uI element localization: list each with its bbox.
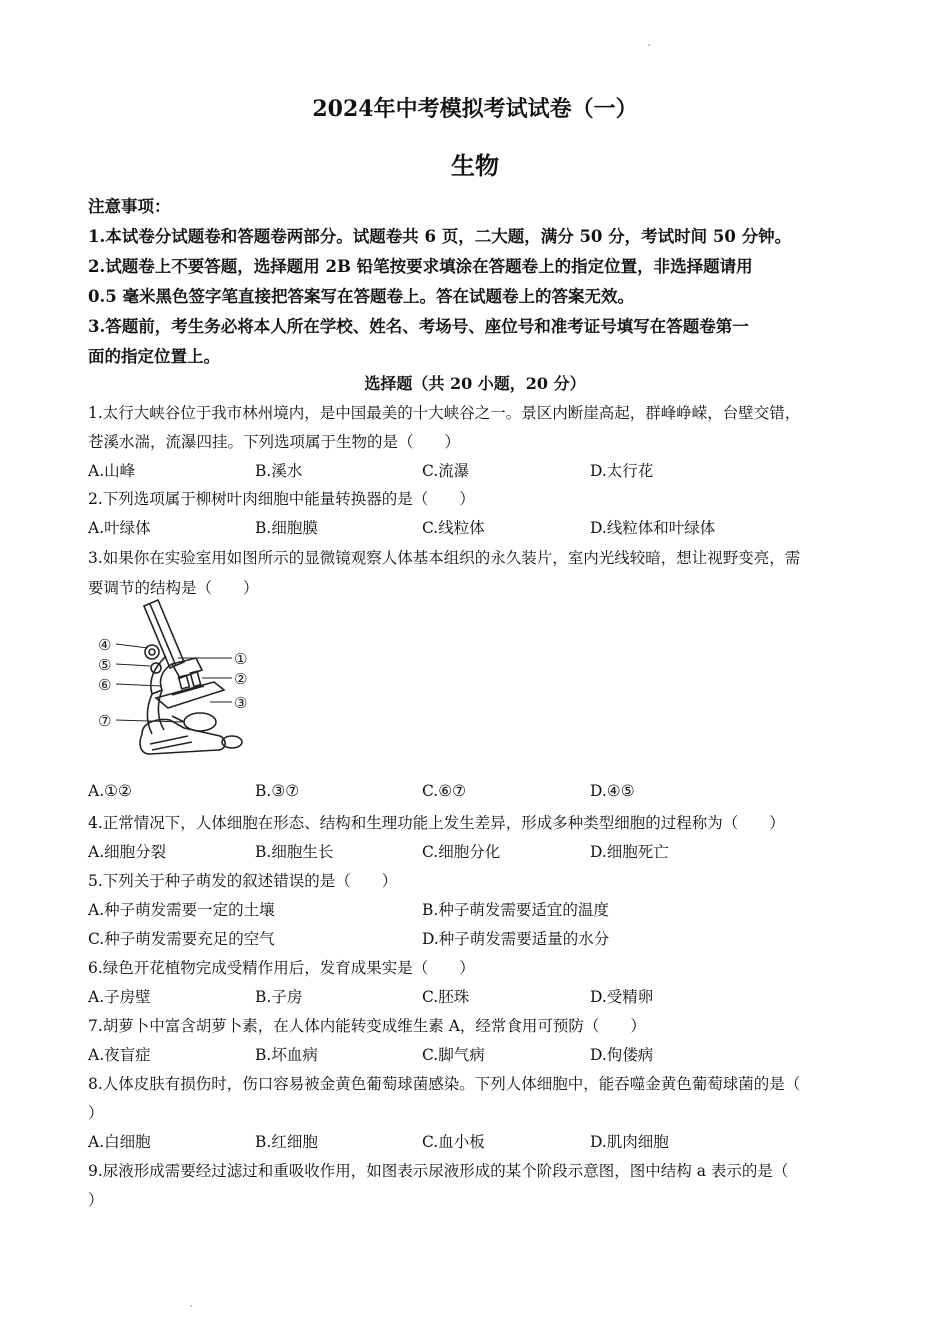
question-5-option-a: A.种子萌发需要一定的土壤 bbox=[88, 901, 275, 919]
question-9-stem: 9.尿液形成需要经过滤过和重吸收作用，如图表示尿液形成的某个阶段示意图，图中结构 a 表示的是（ bbox=[88, 1162, 789, 1180]
question-6-option-a: A.子房壁 bbox=[88, 988, 151, 1006]
question-8-stem: ） bbox=[88, 1104, 104, 1122]
question-5-option-c: C.种子萌发需要充足的空气 bbox=[88, 930, 275, 948]
question-1-option-d: D.太行花 bbox=[590, 462, 654, 480]
question-7-stem: 7.胡萝卜中富含胡萝卜素，在人体内能转变成维生素 A，经常食用可预防（ ） bbox=[88, 1017, 646, 1035]
figure-label-1: ① bbox=[234, 650, 248, 668]
notice-line: 3.答题前，考生务必将本人所在学校、姓名、考场号、座位号和准考证号填写在答题卷第一 bbox=[88, 317, 749, 336]
question-5-option-b: B.种子萌发需要适宜的温度 bbox=[422, 901, 609, 919]
question-6-option-b: B.子房 bbox=[255, 988, 303, 1006]
question-7-option-a: A.夜盲症 bbox=[88, 1046, 151, 1064]
question-3-stem: 要调节的结构是（ ） bbox=[88, 579, 259, 597]
question-8-option-d: D.肌肉细胞 bbox=[590, 1133, 669, 1151]
question-2-option-a: A.叶绿体 bbox=[88, 519, 151, 537]
notice-line: 1.本试卷分试题卷和答题卷两部分。试题卷共 6 页，二大题，满分 50 分，考试时间 50 分钟。 bbox=[88, 227, 792, 246]
question-4-option-c: C.细胞分化 bbox=[422, 843, 501, 861]
question-8-option-b: B.红细胞 bbox=[255, 1133, 318, 1151]
scan-speck bbox=[648, 44, 650, 46]
question-1-stem: 1.太行大峡谷位于我市林州境内，是中国最美的十大峡谷之一。景区内断崖高起，群峰峥嵘，台壁交错， bbox=[88, 404, 801, 422]
question-2-option-c: C.线粒体 bbox=[422, 519, 485, 537]
question-1-stem: 苍溪水湍，流瀑四挂。下列选项属于生物的是（ ） bbox=[88, 433, 461, 451]
question-3-option-a: A.①② bbox=[88, 782, 132, 800]
question-4-option-b: B.细胞生长 bbox=[255, 843, 334, 861]
question-3-option-d: D.④⑤ bbox=[590, 782, 635, 800]
question-5-stem: 5.下列关于种子萌发的叙述错误的是（ ） bbox=[88, 872, 398, 890]
question-6-option-d: D.受精卵 bbox=[590, 988, 654, 1006]
question-6-stem: 6.绿色开花植物完成受精作用后，发育成果实是（ ） bbox=[88, 959, 475, 977]
question-4-option-d: D.细胞死亡 bbox=[590, 843, 669, 861]
question-8-option-c: C.血小板 bbox=[422, 1133, 485, 1151]
question-2-option-d: D.线粒体和叶绿体 bbox=[590, 519, 716, 537]
question-3-stem: 3.如果你在实验室用如图所示的显微镜观察人体基本组织的永久装片，室内光线较暗，想让视野变亮，需 bbox=[88, 549, 801, 567]
figure-label-2: ② bbox=[234, 670, 248, 688]
question-7-option-d: D.佝偻病 bbox=[590, 1046, 654, 1064]
notice-line: 2.试题卷上不要答题，选择题用 2B 铅笔按要求填涂在答题卷上的指定位置，非选择题请用 bbox=[88, 257, 753, 276]
figure-label-4: ④ bbox=[98, 636, 112, 654]
microscope-coarse-knob bbox=[145, 645, 159, 659]
microscope-arm bbox=[151, 656, 172, 694]
notice-heading: 注意事项： bbox=[88, 197, 171, 216]
question-7-option-c: C.脚气病 bbox=[422, 1046, 485, 1064]
question-2-option-b: B.细胞膜 bbox=[255, 519, 318, 537]
scan-speck bbox=[190, 1305, 192, 1307]
question-9-stem: ） bbox=[88, 1191, 104, 1209]
exam-title: 2024年中考模拟考试试卷（一） bbox=[312, 96, 638, 122]
microscope-figure bbox=[92, 598, 268, 762]
figure-label-6: ⑥ bbox=[98, 676, 112, 694]
question-8-stem: 8.人体皮肤有损伤时，伤口容易被金黄色葡萄球菌感染。下列人体细胞中，能吞噬金黄色葡萄球菌的是（ bbox=[88, 1075, 801, 1093]
figure-label-7: ⑦ bbox=[98, 712, 112, 730]
question-4-option-a: A.细胞分裂 bbox=[88, 843, 167, 861]
section-title: 选择题（共 20 小题，20 分） bbox=[364, 374, 586, 393]
question-5-option-d: D.种子萌发需要适量的水分 bbox=[422, 930, 610, 948]
question-3-option-c: C.⑥⑦ bbox=[422, 782, 467, 800]
notice-line: 0.5 毫米黑色签字笔直接把答案写在答题卷上。答在试题卷上的答案无效。 bbox=[88, 287, 634, 306]
subject-title: 生物 bbox=[451, 151, 499, 180]
question-4-stem: 4.正常情况下，人体细胞在形态、结构和生理功能上发生差异，形成多种类型细胞的过程称为（ ） bbox=[88, 814, 785, 832]
figure-label-5: ⑤ bbox=[98, 656, 112, 674]
question-3-option-b: B.③⑦ bbox=[255, 782, 300, 800]
question-2-stem: 2.下列选项属于柳树叶肉细胞中能量转换器的是（ ） bbox=[88, 490, 475, 508]
question-7-option-b: B.坏血病 bbox=[255, 1046, 318, 1064]
question-1-option-a: A.山峰 bbox=[88, 462, 136, 480]
figure-label-3: ③ bbox=[234, 694, 248, 712]
question-8-option-a: A.白细胞 bbox=[88, 1133, 151, 1151]
notice-line: 面的指定位置上。 bbox=[88, 347, 220, 366]
question-6-option-c: C.胚珠 bbox=[422, 988, 470, 1006]
question-1-option-c: C.流瀑 bbox=[422, 462, 470, 480]
question-1-option-b: B.溪水 bbox=[255, 462, 303, 480]
